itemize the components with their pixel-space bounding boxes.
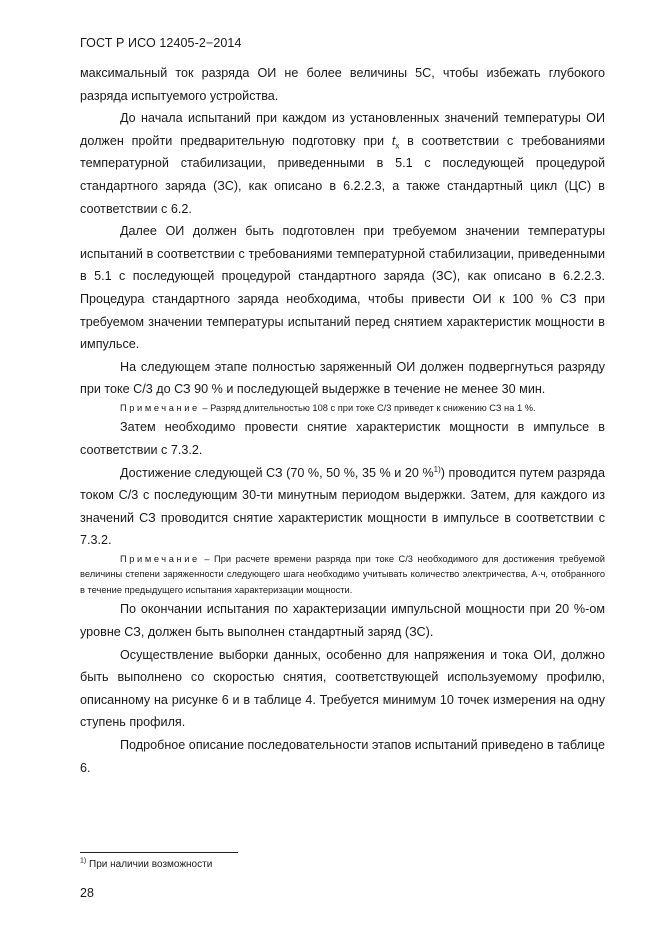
subscript: x (395, 141, 400, 151)
document-header: ГОСТ Р ИСО 12405-2−2014 (80, 36, 242, 50)
paragraph (80, 462, 605, 552)
document-body (80, 62, 605, 779)
footnote-text: При наличии возможности (86, 859, 213, 870)
note-label: Примечание (120, 553, 200, 564)
paragraph: Осуществление выборки данных, особенно для напряжения и тока ОИ, должно быть выполнено со скоростью снятия, соответствующей используемому профилю, описанному на рисунке 6 и в таблице 4. Требуется минимум 10 точек измерения на одну ступень профиля. (80, 647, 605, 730)
paragraph-text: Достижение следующей СЗ (70 %, 50 %, 35 % и 20 % (120, 465, 434, 480)
paragraph: На следующем этапе полностью заряженный ОИ должен подвергнуться разряду при токе С/3 до СЗ 90 % и последующей выдержке в течение не менее 30 мин. (80, 359, 605, 397)
footnote-ref: 1) (433, 464, 441, 474)
paragraph-text: ) проводится путем разряда током С/3 с последующим 30-ти минутным периодом выдержки. Затем, для каждого из значений СЗ проводится снятие характеристик мощности в импульсе в соответствии с 7.3.2. (80, 465, 605, 548)
note (80, 401, 605, 417)
paragraph: Далее ОИ должен быть подготовлен при требуемом значении температуры испытаний в соответствии с требованиями температурной стабилизации, приведенными в 5.1 с последующей процедурой стандартного заряда (ЗС), как описано в 6.2.2.3. Процедура стандартного заряда необходима, чтобы привести ОИ к 100 % СЗ при требуемом значении температуры испытаний перед снятием характеристик мощности в импульсе. (80, 224, 605, 352)
paragraph: Затем необходимо провести снятие характеристик мощности в импульсе в соответствии с 7.3.2. (80, 420, 605, 457)
paragraph: По окончании испытания по характеризации импульсной мощности при 20 %-ом уровне СЗ, должен быть выполнен стандартный заряд (ЗС). (80, 602, 605, 640)
footnote-divider (80, 852, 238, 853)
note-text: – Разряд длительностью 108 с при токе С/3 приведет к снижению СЗ на 1 %. (199, 402, 536, 413)
variable: t (391, 133, 396, 148)
page-number: 28 (80, 886, 94, 900)
note-text: – При расчете времени разряда при токе С/3 необходимого для достижения требуемой величины степени заряженности следующего шага необходимо учитывать количество электричества, А·ч, отобранного в течение предыдущего испытания характеризации мощности. (80, 553, 605, 595)
paragraph (80, 107, 605, 220)
footnote (80, 859, 212, 870)
paragraph-text: До начала испытаний при каждом из установленных значений температуры ОИ должен пройти предварительную подготовку при (80, 111, 605, 148)
paragraph-text: в соответствии с требованиями температурной стабилизации, приведенными в 5.1 с последующей процедурой стандартного заряда (ЗС), как описано в 6.2.2.3, а также стандартный цикл (ЦС) в соответствии с 6.2. (80, 133, 605, 216)
footnote-mark: 1) (80, 857, 87, 865)
paragraph: максимальный ток разряда ОИ не более величины 5С, чтобы избежать глубокого разряда испытуемого устройства. (80, 66, 605, 103)
note (80, 552, 605, 599)
paragraph: Подробное описание последовательности этапов испытаний приведено в таблице 6. (80, 738, 605, 775)
note-label: Примечание (120, 402, 200, 413)
